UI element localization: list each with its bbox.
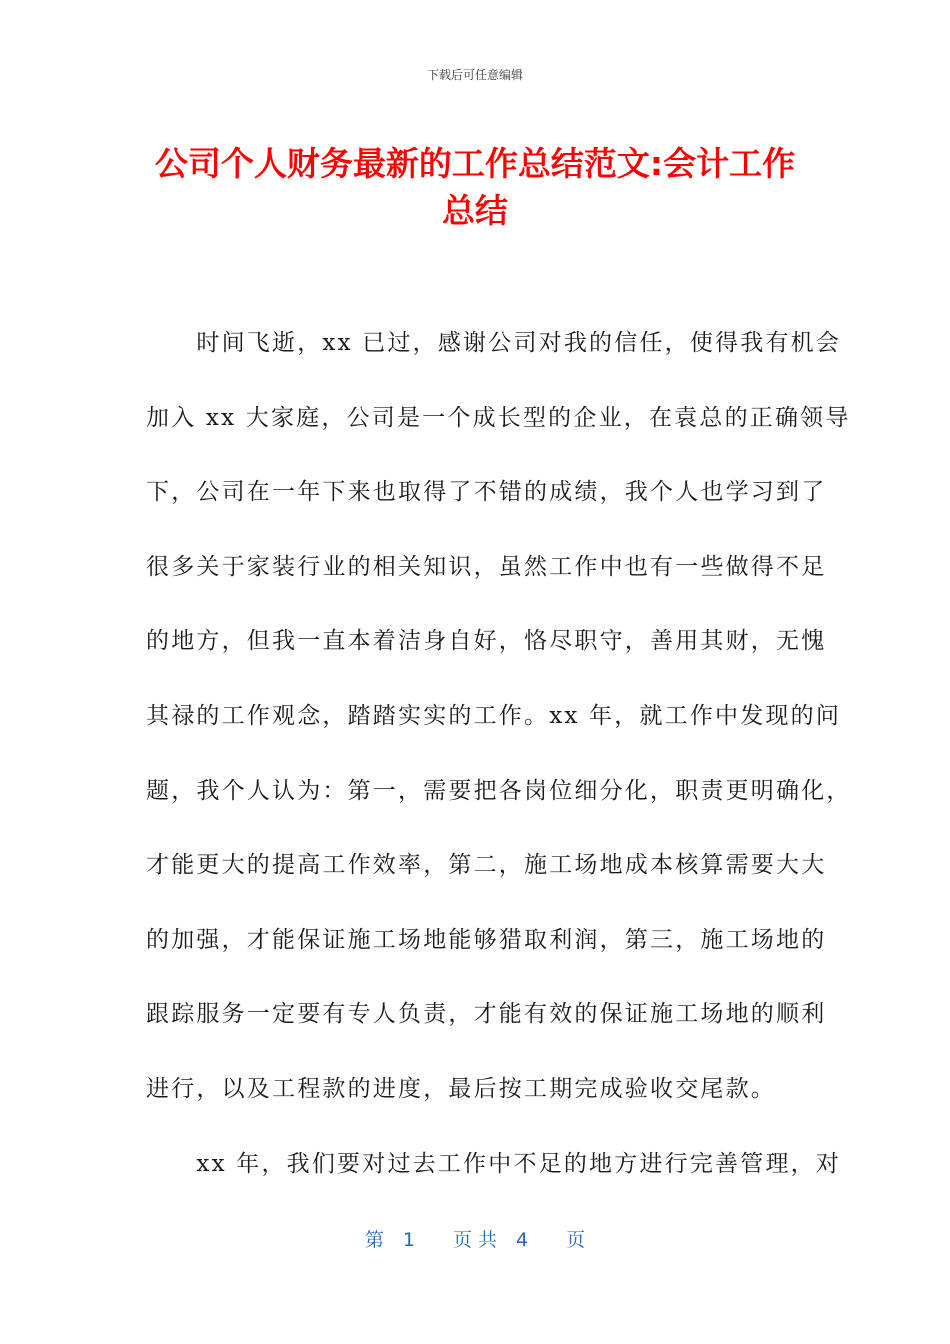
document-title-line-1: 公司个人财务最新的工作总结范文:会计工作: [154, 144, 796, 183]
body-line: 进行，以及工程款的进度，最后按工期完成验收交尾款。: [146, 1075, 776, 1102]
page-header-note: 下载后可任意编辑: [426, 68, 523, 82]
body-line: 很多关于家装行业的相关知识，虽然工作中也有一些做得不足: [146, 553, 827, 580]
body-line: xx 年，我们要对过去工作中不足的地方进行完善管理，对: [146, 1150, 842, 1177]
body-line: 下，公司在一年下来也取得了不错的成绩，我个人也学习到了: [146, 479, 827, 506]
body-line: 跟踪服务一定要有专人负责，才能有效的保证施工场地的顺利: [146, 1001, 827, 1028]
body-line: 加入 xx 大家庭，公司是一个成长型的企业，在袁总的正确领导: [146, 404, 851, 431]
body-line: 题，我个人认为：第一，需要把各岗位细分化，职责更明确化，: [146, 777, 852, 804]
document-body: [146, 317, 852, 1212]
body-line: 的地方，但我一直本着洁身自好，恪尽职守，善用其财，无愧: [146, 628, 827, 655]
body-line: 的加强，才能保证施工场地能够猎取利润，第三，施工场地的: [146, 926, 827, 953]
body-line: 时间飞逝，xx 已过，感谢公司对我的信任，使得我有机会: [146, 330, 842, 356]
document-title: [130, 140, 820, 234]
body-line: 才能更大的提高工作效率，第二，施工场地成本核算需要大大: [146, 852, 827, 879]
document-title-line-2: 总结: [442, 191, 508, 230]
body-line: 其禄的工作观念，踏踏实实的工作。xx 年，就工作中发现的问: [146, 702, 842, 729]
page-number-footer: 第 1 页 共 4 页: [364, 1229, 586, 1251]
